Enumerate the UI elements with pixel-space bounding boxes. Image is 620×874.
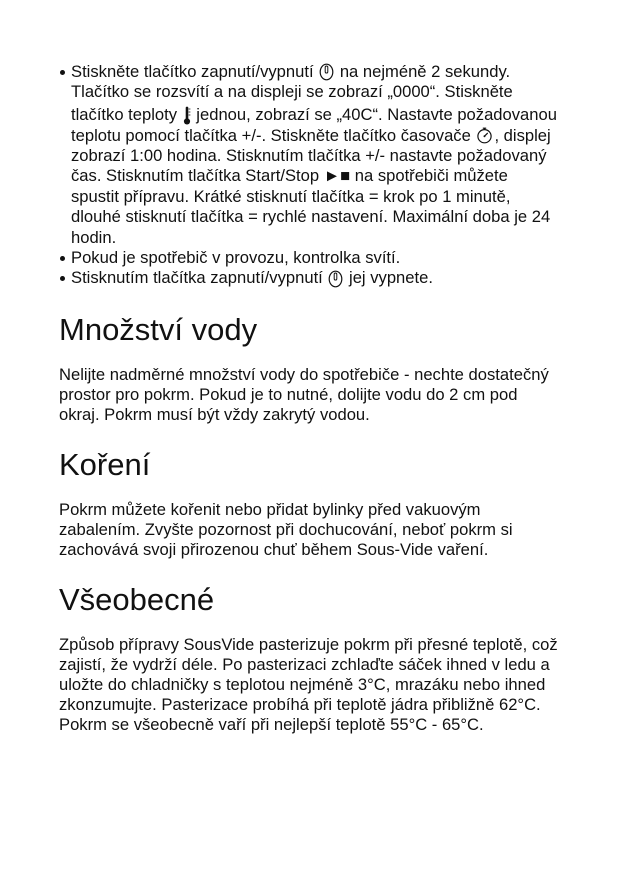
thermometer-icon (183, 106, 191, 125)
line-text: teplotu pomocí tlačítka +/-. Stiskněte tlačítko časovače (71, 125, 476, 145)
bullet-marker (60, 70, 65, 75)
line-text: na nejméně 2 sekundy. (335, 62, 511, 81)
instruction-list (60, 62, 557, 289)
line-text: čas. Stisknutím tlačítka Start/Stop ►■ na spotřebiči můžete (71, 166, 508, 186)
text-line (71, 207, 557, 227)
line-text: zobrazí 1:00 hodina. Stisknutím tlačítka +/- nastavte požadovaný (71, 146, 547, 166)
line-text: Stiskněte tlačítko zapnutí/vypnutí (71, 62, 319, 81)
bullet-marker (60, 276, 65, 281)
line-text: , displej (494, 125, 551, 145)
paragraph-line: Pokrm se všeobecně vaří při nejlepší teplotě 55°C - 65°C. (59, 715, 484, 734)
section-paragraph-water-amount (59, 365, 549, 425)
text-line (71, 268, 557, 288)
text-line (71, 166, 557, 186)
text-line (71, 187, 557, 207)
section-heading-seasoning: Koření (59, 447, 151, 482)
paragraph-line: zajistí, že vydrží déle. Po pasterizaci zchlaďte sáček ihned v ledu a (59, 655, 550, 674)
bullet-marker (60, 256, 65, 261)
power-icon (328, 270, 343, 288)
paragraph-line: zachovává svoji přirozenou chuť během Sous-Vide vaření. (59, 540, 489, 559)
paragraph-line: okraj. Pokrm musí být vždy zakrytý vodou. (59, 405, 370, 424)
paragraph-line: zkonzumujte. Pasterizace probíhá při teplotě jádra přibližně 62°C. (59, 695, 541, 714)
text-line (71, 228, 557, 248)
text-line (71, 146, 557, 166)
paragraph-line: Pokrm můžete kořenit nebo přidat bylinky před vakuovým (59, 500, 481, 519)
line-text: jej vypnete. (344, 268, 433, 288)
line-text: Pokud je spotřebič v provozu, kontrolka svítí. (71, 248, 401, 268)
power-icon (319, 63, 334, 81)
line-text: Stisknutím tlačítka zapnutí/vypnutí (71, 268, 328, 288)
list-item (60, 268, 557, 288)
list-item (60, 248, 557, 268)
text-line (71, 62, 557, 82)
section-paragraph-seasoning (59, 500, 513, 560)
section-heading-general: Všeobecné (59, 582, 215, 617)
timer-icon (476, 127, 493, 144)
line-text: hodin. (71, 227, 117, 247)
section-paragraph-general (59, 635, 558, 735)
paragraph-line: Způsob přípravy SousVide pasterizuje pokrm při přesné teplotě, což (59, 635, 558, 654)
paragraph-line: Nelijte nadměrné množství vody do spotřebiče - nechte dostatečný (59, 365, 549, 384)
line-text: spustit přípravu. Krátké stisknutí tlačítka = krok po 1 minutě, (71, 186, 511, 206)
paragraph-line: zabalením. Zvyšte pozornost při dochucování, neboť pokrm si (59, 520, 513, 539)
paragraph-line: prostor pro pokrm. Pokud je to nutné, dolijte vodu do 2 cm pod (59, 385, 518, 404)
text-line (71, 105, 557, 125)
line-text: Tlačítko se rozsvítí a na displeji se zobrazí „0000“. Stiskněte (71, 82, 513, 102)
text-line (71, 82, 557, 102)
section-heading-water-amount: Množství vody (59, 312, 258, 347)
list-item (60, 62, 557, 248)
text-line (71, 248, 557, 268)
line-text: tlačítko teploty (71, 105, 182, 125)
text-line (71, 126, 557, 146)
paragraph-line: uložte do chladničky s teplotou nejméně 3°C, mrazáku nebo ihned (59, 675, 546, 694)
line-text: dlouhé stisknutí tlačítka = rychlé nastavení. Maximální doba je 24 (71, 207, 551, 227)
line-text: jednou, zobrazí se „40C“. Nastavte požadovanou (191, 105, 557, 125)
